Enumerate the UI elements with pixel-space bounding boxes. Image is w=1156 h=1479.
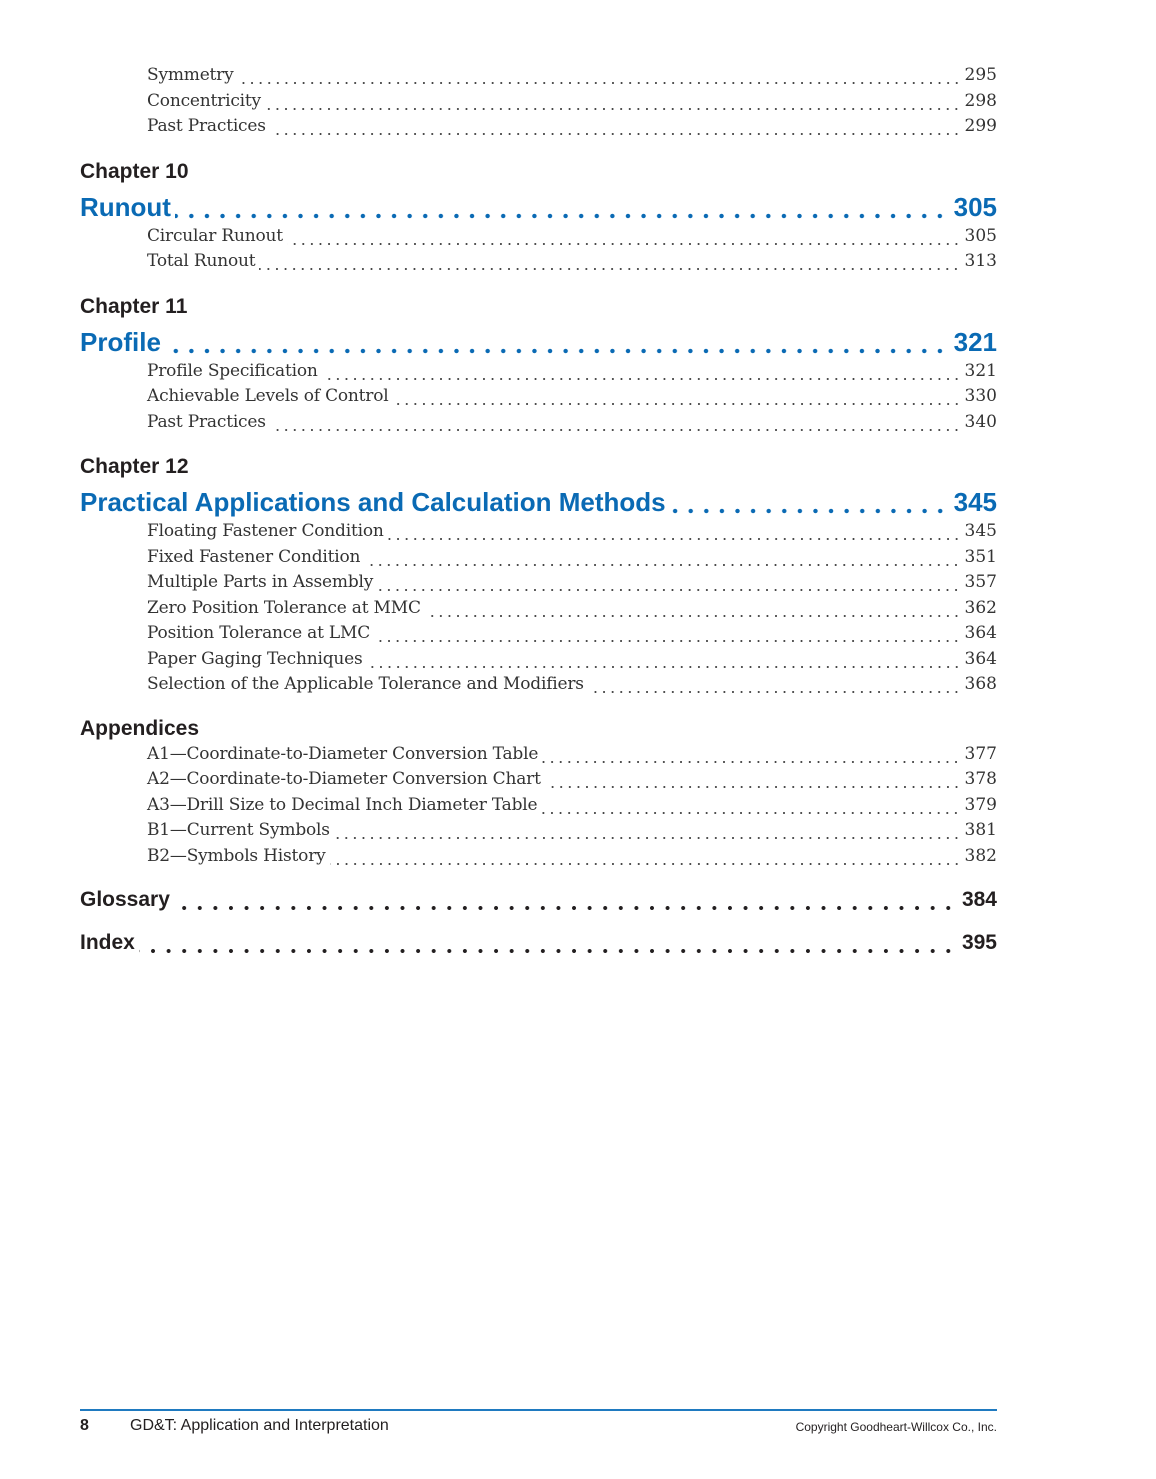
- chapter-title-page: 305: [953, 191, 997, 222]
- glossary-entry-label: Glossary: [80, 888, 170, 911]
- dot-leader: [265, 89, 961, 115]
- toc-entry-label: Concentricity: [147, 90, 261, 111]
- toc-entry[interactable]: [80, 519, 997, 545]
- dot-leader: [174, 885, 956, 915]
- toc-entry[interactable]: [80, 359, 997, 385]
- toc-entry[interactable]: [80, 818, 997, 844]
- dot-leader: [270, 114, 961, 140]
- table-of-contents: [80, 63, 997, 958]
- toc-entry-label: Multiple Parts in Assembly: [147, 572, 374, 592]
- dot-leader: [425, 596, 961, 622]
- dot-leader: [542, 742, 960, 768]
- toc-entry[interactable]: [80, 793, 997, 819]
- chapter-title[interactable]: [80, 325, 997, 359]
- toc-entry-page: 364: [964, 648, 997, 669]
- toc-entry-label: Selection of the Applicable Tolerance and Modifiers: [147, 674, 584, 694]
- glossary-entry[interactable]: [80, 885, 997, 915]
- toc-entry-page: 381: [964, 820, 997, 840]
- dot-leader: [259, 249, 960, 275]
- toc-entry[interactable]: [80, 647, 997, 673]
- chapter-title-page: 321: [953, 326, 997, 357]
- toc-entry-label: Profile Specification: [147, 360, 318, 381]
- toc-entry[interactable]: [80, 621, 997, 647]
- index-entry-label: Index: [80, 931, 135, 954]
- toc-entry-label: Floating Fastener Condition: [147, 521, 384, 541]
- dot-leader: [334, 818, 961, 844]
- toc-entry-page: 357: [964, 572, 997, 592]
- toc-entry-page: 298: [964, 90, 997, 111]
- toc-entry-page: 364: [964, 623, 997, 643]
- chapter-number: Chapter 10: [80, 159, 189, 183]
- toc-entry[interactable]: [80, 545, 997, 571]
- chapter-title-label: Profile: [80, 326, 161, 357]
- index-entry-page: 395: [961, 931, 997, 954]
- toc-entry-page: 351: [964, 546, 997, 567]
- toc-entry-label: Zero Position Tolerance at MMC: [147, 597, 421, 618]
- toc-entry-label: A3—Drill Size to Decimal Inch Diameter Table: [147, 794, 538, 815]
- toc-entry-label: Fixed Fastener Condition: [147, 546, 361, 567]
- toc-entry[interactable]: [80, 844, 997, 870]
- toc-entry[interactable]: [80, 596, 997, 622]
- toc-entry-label: Past Practices: [147, 411, 266, 432]
- dot-leader: [139, 928, 956, 958]
- toc-entry-page: 379: [964, 794, 997, 815]
- toc-entry-page: 382: [964, 845, 997, 866]
- dot-leader: [541, 793, 960, 819]
- dot-leader: [670, 485, 948, 519]
- chapter-title-label: Runout: [80, 191, 171, 222]
- toc-entry-label: B2—Symbols History: [147, 845, 326, 866]
- footer-book-title: GD&T: Application and Interpretation: [130, 1417, 389, 1434]
- dot-leader: [322, 359, 961, 385]
- chapter-title[interactable]: [80, 485, 997, 519]
- toc-entry-label: Total Runout: [147, 251, 256, 271]
- toc-entry-page: 299: [964, 116, 997, 136]
- toc-entry-label: A1—Coordinate-to-Diameter Conversion Table: [147, 743, 539, 764]
- toc-entry[interactable]: [80, 410, 997, 436]
- toc-entry-page: 321: [964, 360, 997, 381]
- toc-entry-page: 313: [964, 251, 997, 271]
- toc-entry-page: 295: [964, 65, 997, 85]
- dot-leader: [270, 410, 961, 436]
- toc-entry[interactable]: [80, 89, 997, 115]
- toc-entry-label: Past Practices: [147, 116, 266, 136]
- toc-entry-label: Achievable Levels of Control: [147, 386, 389, 406]
- dot-leader: [287, 224, 961, 250]
- toc-entry[interactable]: [80, 742, 997, 768]
- dot-leader: [367, 647, 961, 673]
- dot-leader: [374, 621, 961, 647]
- toc-entry-page: 340: [964, 411, 997, 432]
- toc-entry[interactable]: [80, 672, 997, 698]
- toc-entry[interactable]: [80, 63, 997, 89]
- dot-leader: [545, 767, 961, 793]
- toc-entry[interactable]: [80, 249, 997, 275]
- glossary-entry-page: 384: [961, 888, 997, 911]
- toc-entry-label: Paper Gaging Techniques: [147, 648, 363, 669]
- toc-entry-page: 362: [964, 597, 997, 618]
- toc-entry[interactable]: [80, 224, 997, 250]
- footer-rule: [80, 1409, 997, 1411]
- toc-entry[interactable]: [80, 114, 997, 140]
- chapter-number: Chapter 11: [80, 294, 188, 318]
- index-entry[interactable]: [80, 928, 997, 958]
- dot-leader: [377, 570, 960, 596]
- dot-leader: [388, 519, 961, 545]
- toc-entry[interactable]: [80, 767, 997, 793]
- dot-leader: [330, 844, 961, 870]
- page-footer: [80, 1417, 997, 1439]
- dot-leader: [393, 384, 961, 410]
- toc-entry-page: 330: [964, 386, 997, 406]
- footer-page-number: 8: [80, 1417, 89, 1434]
- chapter-title[interactable]: [80, 190, 997, 224]
- dot-leader: [165, 325, 948, 359]
- toc-entry-label: Circular Runout: [147, 225, 283, 246]
- chapter-title-page: 345: [953, 487, 997, 517]
- toc-entry-label: A2—Coordinate-to-Diameter Conversion Chart: [147, 769, 541, 789]
- dot-leader: [364, 545, 960, 571]
- toc-entry[interactable]: [80, 384, 997, 410]
- toc-entry-page: 368: [964, 674, 997, 694]
- toc-entry-page: 378: [964, 769, 997, 789]
- chapter-number: Chapter 12: [80, 455, 189, 478]
- toc-entry-label: B1—Current Symbols: [147, 820, 330, 840]
- toc-entry-page: 345: [964, 521, 997, 541]
- toc-entry-label: Position Tolerance at LMC: [147, 623, 371, 643]
- toc-entry-page: 305: [964, 225, 997, 246]
- toc-entry[interactable]: [80, 570, 997, 596]
- toc-entry-page: 377: [964, 743, 997, 764]
- appendices-heading: Appendices: [80, 716, 200, 740]
- footer-copyright: Copyright Goodheart-Willcox Co., Inc.: [795, 1420, 997, 1434]
- dot-leader: [175, 190, 948, 224]
- dot-leader: [238, 63, 961, 89]
- toc-entry-label: Symmetry: [147, 65, 234, 85]
- dot-leader: [588, 672, 961, 698]
- chapter-title-label: Practical Applications and Calculation Methods: [80, 487, 666, 517]
